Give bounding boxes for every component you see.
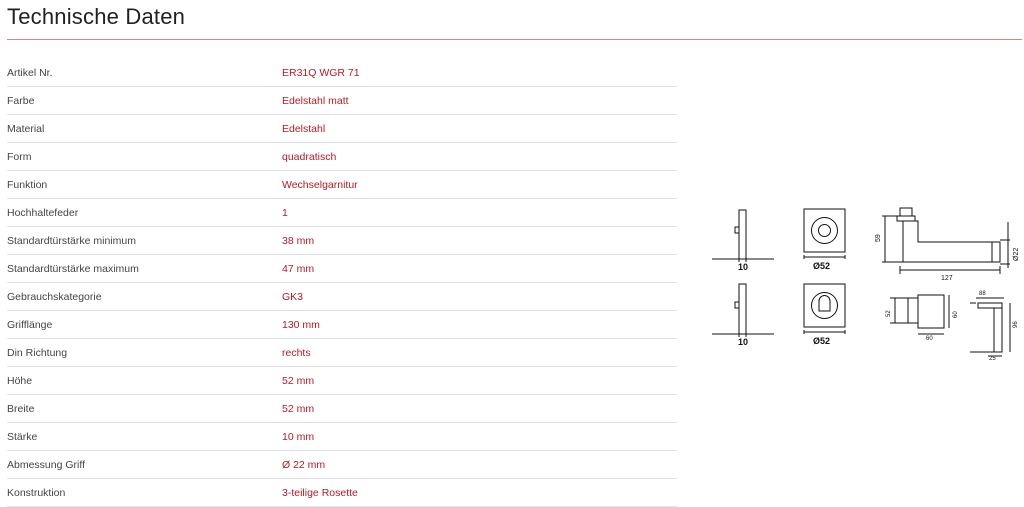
spec-row: [7, 199, 677, 227]
spec-value: Edelstahl matt: [282, 95, 349, 107]
spec-label: Stärke: [7, 431, 38, 443]
spec-row: [7, 227, 677, 255]
spec-value: quadratisch: [282, 151, 337, 163]
spec-label: Standardtürstärke maximum: [7, 263, 139, 275]
dim-label: Ø22: [1013, 247, 1020, 261]
spec-label: Abmessung Griff: [7, 459, 86, 471]
dim-label: 10: [738, 337, 749, 347]
spec-value: ER31Q WGR 71: [282, 67, 360, 79]
spec-row: [7, 339, 677, 367]
title-divider: [7, 39, 1022, 40]
spec-row: [7, 451, 677, 479]
rosette-front-view-top: [804, 209, 845, 259]
spec-label: Breite: [7, 403, 35, 415]
spec-value: 1: [282, 207, 288, 219]
square-rosette-detail: [890, 295, 949, 334]
spec-value: 3-teilige Rosette: [282, 487, 358, 499]
spec-row: [7, 367, 677, 395]
spec-row: [7, 255, 677, 283]
spec-value: Edelstahl: [282, 123, 326, 135]
spec-row: [7, 143, 677, 171]
spec-label: Konstruktion: [7, 487, 66, 499]
spec-row: [7, 479, 677, 507]
spec-row: [7, 59, 677, 87]
spec-row: [7, 87, 677, 115]
spec-table: [7, 59, 677, 507]
dim-label: 60: [953, 311, 959, 318]
lever-detail: [970, 298, 1010, 356]
spec-row: [7, 283, 677, 311]
dim-label: 96: [1013, 321, 1019, 328]
dim-label: 52: [886, 310, 892, 317]
rosette-side-view-bottom: [712, 284, 774, 337]
dim-label: Ø52: [813, 261, 831, 271]
dim-label: 59: [875, 234, 882, 242]
spec-value: 47 mm: [282, 263, 315, 275]
spec-row: [7, 395, 677, 423]
dim-label: 88: [979, 291, 986, 297]
spec-label: Form: [7, 151, 32, 163]
spec-label: Gebrauchskategorie: [7, 291, 102, 303]
dim-label: 60: [926, 336, 933, 342]
dim-label: 10: [738, 262, 749, 272]
spec-value: 52 mm: [282, 403, 315, 415]
spec-value: 10 mm: [282, 431, 315, 443]
dim-label: 25: [989, 356, 996, 362]
spec-label: Material: [7, 123, 45, 135]
spec-value: 38 mm: [282, 235, 315, 247]
spec-label: Funktion: [7, 179, 48, 191]
spec-label: Farbe: [7, 95, 35, 107]
spec-label: Grifflänge: [7, 319, 53, 331]
spec-label: Din Richtung: [7, 347, 68, 359]
technical-drawing: [704, 200, 1022, 362]
spec-label: Höhe: [7, 375, 33, 387]
spec-value: 130 mm: [282, 319, 320, 331]
spec-row: [7, 423, 677, 451]
spec-value: rechts: [282, 347, 311, 359]
spec-value: Ø 22 mm: [282, 459, 326, 471]
spec-row: [7, 115, 677, 143]
dim-label: Ø52: [813, 336, 831, 346]
spec-row: [7, 311, 677, 339]
spec-value: 52 mm: [282, 375, 315, 387]
rosette-side-view-top: [712, 210, 774, 262]
page-title: Technische Daten: [7, 4, 186, 29]
spec-value: Wechselgarnitur: [282, 179, 358, 191]
handle-side-view: [882, 208, 1010, 274]
spec-label: Artikel Nr.: [7, 67, 53, 79]
dim-label: 127: [941, 275, 953, 282]
spec-label: Hochhaltefeder: [7, 207, 79, 219]
rosette-front-view-bottom: [804, 284, 845, 334]
spec-row: [7, 171, 677, 199]
spec-value: GK3: [282, 291, 304, 303]
spec-label: Standardtürstärke minimum: [7, 235, 136, 247]
